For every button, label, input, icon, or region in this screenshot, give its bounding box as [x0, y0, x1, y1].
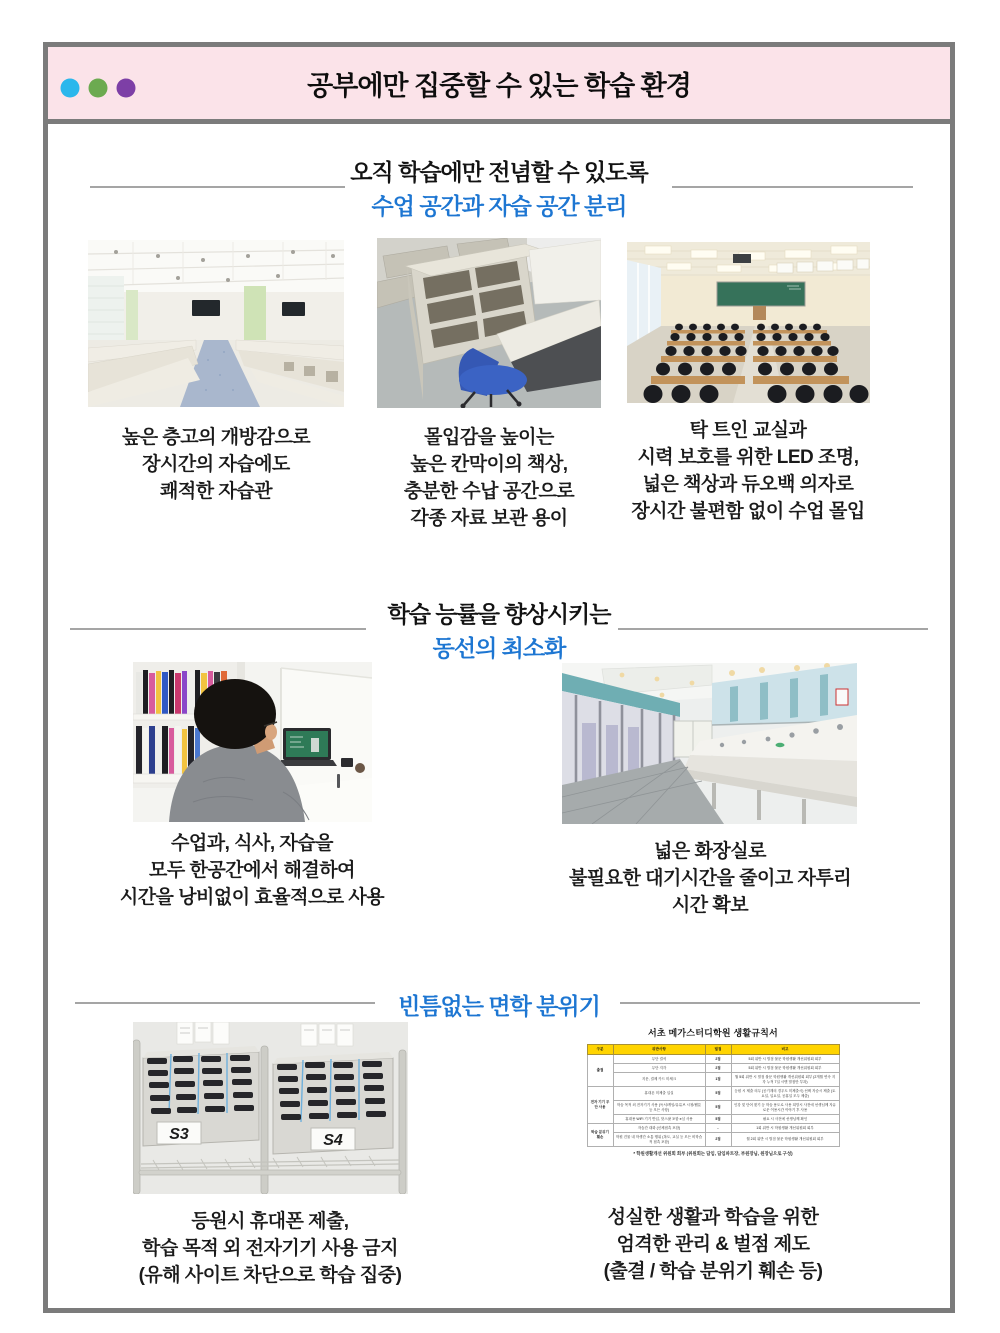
cubicle-desk-photo	[377, 238, 601, 408]
cup	[355, 763, 365, 773]
blue-dot-icon	[61, 79, 80, 98]
rules-col-penalty: 벌점	[705, 1045, 731, 1055]
rules-group-attendance: 출결	[587, 1055, 613, 1087]
rules-col-category: 구분	[587, 1045, 613, 1055]
rules-document	[568, 1026, 858, 1198]
student-studying-photo	[133, 662, 372, 822]
cubicle-desk-caption: 몰입감을 높이는 높은 칸막이의 책상, 충분한 수납 공간으로 각종 자료 보관 용이	[403, 427, 575, 529]
note-cell: 5회 위반 시 벌점 불문 학원생활 개선위원회 회부	[731, 1064, 839, 1073]
note-cell: 인강 및 단어 찾기 등 학습 용도로 사용 희망시 사전에 선생님께 자유로운 이용시간 이야기 후 사용	[731, 1101, 839, 1115]
violation-cell: 학원 건물 내 학생간 소통 행위 (복도, 교실 등 모든 비학습적 접촉 포함)	[613, 1133, 705, 1147]
note-cell: 월 5회 위반 시 벌점 불문 학원생활 개선위원회 회부 (2개월 연속 지각 누적 7일 시엔 벌점만 부과)	[731, 1073, 839, 1087]
phone-box-label: S4	[323, 1132, 343, 1149]
rules-col-violation: 위반사항	[613, 1045, 705, 1055]
section2-subtitle: 학습 능률을 향상시키는	[387, 601, 611, 627]
penalty-cell: 2점	[705, 1064, 731, 1073]
phone-box-s4	[273, 1052, 393, 1154]
table-row	[587, 1064, 839, 1073]
violation-cell: 휴대용 WiFi 기기 반입, 핫스팟 포함 e심 사용	[613, 1115, 705, 1124]
phone-collection-caption: 등원시 휴대폰 제출, 학습 목적 외 전자기기 사용 금지 (유해 사이트 차단으로 학습 집중)	[138, 1211, 402, 1286]
classroom-caption: 탁 트인 교실과 시력 보호를 위한 LED 조명, 넓은 책상과 듀오백 의자로 장시간 불편함 없이 수업 몰입	[631, 420, 865, 522]
podium	[753, 306, 766, 320]
violation-cell: 무단 지각	[613, 1064, 705, 1073]
page-title: 공부에만 집중할 수 있는 학습 환경	[307, 70, 691, 101]
rules-footnote: * 학원생활개선 위원회 회부 (위원회는 담임, 담임파트장, 부원장님, 원장님으로 구성)	[633, 1151, 793, 1157]
cubicle-desk-illustration	[377, 238, 601, 408]
study-hall-illustration	[88, 240, 344, 407]
student-studying-caption: 수업과, 식사, 자습을 모두 한공간에서 해결하여 시간을 낭비없이 효율적으로 사용	[119, 833, 385, 908]
table-row	[587, 1073, 839, 1087]
section1-subtitle: 오직 학습에만 전념할 수 있도록	[350, 159, 648, 185]
table-row	[587, 1115, 839, 1124]
tv-screen	[282, 302, 305, 316]
restroom-caption: 넓은 화장실로 불필요한 대기시간을 줄이고 자투리 시간 확보	[568, 841, 852, 916]
lecture-video-screen	[286, 731, 328, 757]
violation-cell: 학습 목적 외 전자기기 사용 (독서/게임/유튜브 시청/웹툰 등 모든 사항)	[613, 1101, 705, 1115]
penalty-cell: 5점	[705, 1101, 731, 1115]
table-row	[587, 1133, 839, 1147]
student-studying-illustration	[133, 662, 372, 822]
tv-screen	[192, 300, 220, 316]
table-row	[587, 1055, 839, 1064]
projector	[733, 254, 751, 263]
note-cell: 필요 시 사전에 선생님께 확인	[731, 1115, 839, 1124]
note-cell: 1회 위반 시 학원생활 개선위원회 회부	[731, 1124, 839, 1133]
green-dot-icon	[89, 79, 108, 98]
violation-cell: 무단 결석	[613, 1055, 705, 1064]
student-hair	[194, 679, 276, 749]
table-row	[587, 1101, 839, 1115]
rules-col-note: 비고	[731, 1045, 839, 1055]
phone-collection-photo	[133, 1022, 408, 1194]
header-band	[43, 42, 955, 124]
violation-cell: 자습간 대화 (신체접촉 포함)	[613, 1124, 705, 1133]
penalty-cell: 2점	[705, 1133, 731, 1147]
table-row	[587, 1124, 839, 1133]
rules-group-atmosphere: 학습 분위기 훼손	[587, 1124, 613, 1147]
purple-dot-icon	[117, 79, 136, 98]
phone-box-s3	[143, 1046, 259, 1146]
restroom-photo	[562, 663, 857, 824]
section1-title: 수업 공간과 자습 공간 분리	[371, 193, 627, 219]
penalty-cell: 5점	[705, 1087, 731, 1101]
phone-box-label: S3	[169, 1126, 189, 1143]
chair-seat	[459, 365, 527, 395]
note-cell: 등원 시 제출 의무 (공기계의 경우도 미제출시) 선택 자습시 제출 (토요일, 일요일, 공휴일 모두 제출)	[731, 1087, 839, 1101]
section3-title: 빈틈없는 면학 분위기	[398, 993, 600, 1019]
note-cell: 월 2회 위반 시 벌점 불문 학원생활 개선위원회 회부	[731, 1133, 839, 1147]
violation-cell: 휴대폰 미제출 입실	[613, 1087, 705, 1101]
classroom-photo	[627, 242, 870, 403]
warning-sign	[836, 689, 848, 705]
restroom-illustration	[562, 663, 857, 824]
classroom-illustration	[627, 242, 870, 403]
study-hall-photo	[88, 240, 344, 407]
rules-table	[587, 1044, 840, 1147]
violation-cell: 지문, 결제 카드 미체크	[613, 1073, 705, 1087]
table-row	[587, 1087, 839, 1101]
study-hall-caption: 높은 층고의 개방감으로 장시간의 자습에도 쾌적한 자습관	[121, 427, 311, 502]
penalty-cell: 5점	[705, 1115, 731, 1124]
penalty-cell: -	[705, 1124, 731, 1133]
chalkboard	[717, 282, 805, 306]
note-cell: 5회 위반 시 벌점 불문 학원생활 개선위원회 회부	[731, 1055, 839, 1064]
penalty-cell: 1점	[705, 1073, 731, 1087]
rules-title: 서초 메가스터디학원 생활규칙서	[648, 1028, 778, 1038]
three-dots-icon	[60, 78, 136, 98]
penalty-cell: 2점	[705, 1055, 731, 1064]
rules-group-devices: 전자 기기 무단 사용	[587, 1087, 613, 1124]
phone-collection-illustration	[133, 1022, 408, 1194]
section2-title: 동선의 최소화	[432, 635, 566, 661]
rules-caption: 성실한 생활과 학습을 위한 엄격한 관리 & 벌점 제도 (출결 / 학습 분위기 훼손 등)	[603, 1207, 823, 1282]
